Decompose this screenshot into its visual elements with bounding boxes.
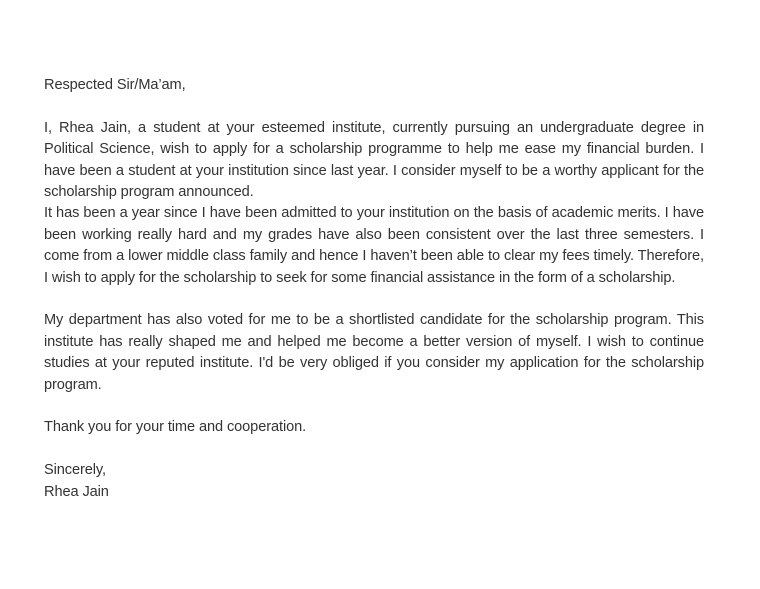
spacer: [44, 396, 704, 417]
closing-line: Thank you for your time and cooperation.: [44, 419, 307, 436]
signoff: Sincerely,: [44, 462, 106, 479]
salutation: Respected Sir/Ma’am,: [44, 77, 186, 93]
signature: Rhea Jain: [44, 483, 109, 500]
spacer: [44, 96, 704, 117]
spacer: [44, 439, 704, 460]
paragraph-background: It has been a year since I have been admitted to your institution on the basis of academic merits. I have been working really hard and my grades have also been consistent over the last three semesters. I come from a lower middle class family and hence I haven’t been able to clear my fees timely. Therefore, I wish to apply for the scholarship to seek for some financial assistance in the form of a scholarship.: [44, 205, 704, 286]
letter-body: [44, 75, 704, 503]
spacer: [44, 289, 704, 310]
paragraph-department: My department has also voted for me to be a shortlisted candidate for the scholarship program. This institute has really shaped me and helped me become a better version of myself. I wish to continue studies at your reputed institute. I'd be very obliged if you consider my application for the scholarship program.: [44, 312, 704, 393]
paragraph-intro: I, Rhea Jain, a student at your esteemed institute, currently pursuing an undergraduate degree in Political Science, wish to apply for a scholarship programme to help me ease my financial burden. I have been a student at your institution since last year. I consider myself to be a worthy applicant for the scholarship program announced.: [44, 119, 704, 201]
